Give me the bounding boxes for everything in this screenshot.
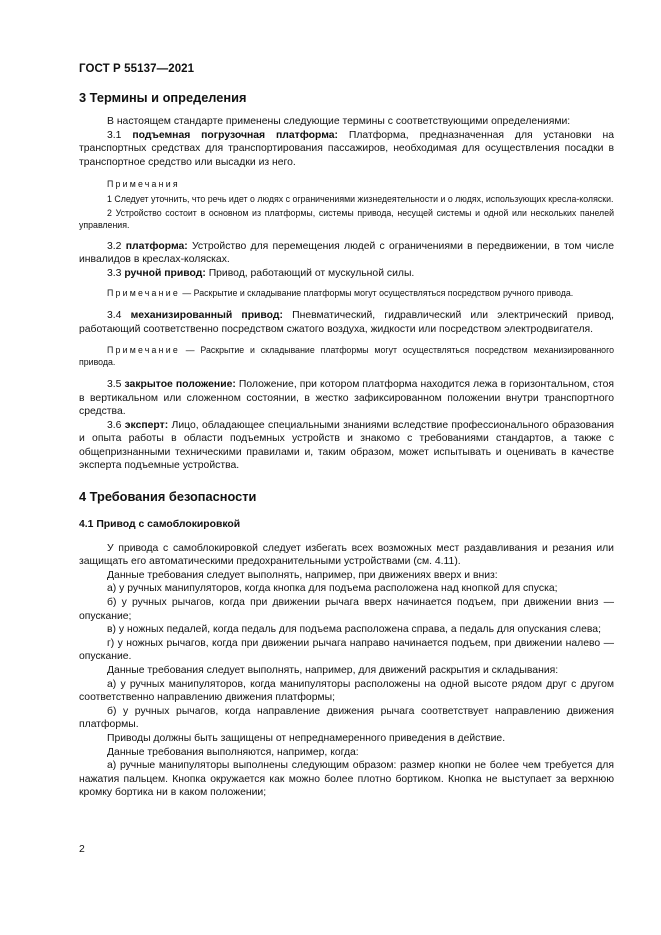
list-item: а) у ручных манипуляторов, когда манипуляторы расположены на одной высоте рядом друг с другом соответственно направлению движения платформы; bbox=[79, 678, 614, 704]
term-3-5 bbox=[79, 378, 614, 419]
term-name: подъемная погрузочная платформа: bbox=[132, 129, 339, 141]
list-item: б) у ручных рычагов, когда направление движения рычага соответствует направлению движения платформы. bbox=[79, 705, 614, 731]
list-item: б) у ручных рычагов, когда при движении рычага вверх начинается подъем, при движении вниз — опускание; bbox=[79, 597, 614, 622]
note-3-4 bbox=[79, 345, 614, 369]
paragraph: Данные требования следует выполнять, например, при движениях вверх и вниз: bbox=[107, 569, 498, 581]
term-3-4 bbox=[79, 309, 614, 336]
term-name: эксперт: bbox=[124, 419, 169, 431]
page-number: 2 bbox=[79, 844, 85, 855]
term-definition: Положение, при котором платформа находится лежа в горизонтальном, стоя в вертикальном или сложенном состоянии, в жестко зафиксированном положении внутри транспортного средства. bbox=[79, 378, 614, 418]
paragraph: У привода с самоблокировкой следует избегать всех возможных мест раздавливания и резания или защищать его автоматическими предохранительными устройствами (см. 4.11). bbox=[79, 542, 614, 568]
term-definition: Устройство для перемещения людей с ограничениями в передвижении, в том числе инвалидов в креслах-колясках. bbox=[79, 240, 614, 266]
list-item: а) у ручных манипуляторов, когда кнопка для подъема расположена над кнопкой для спуска; bbox=[107, 583, 558, 595]
term-number: 3.4 bbox=[107, 310, 122, 322]
term-name: механизированный привод: bbox=[130, 310, 283, 322]
term-number: 3.1 bbox=[107, 129, 122, 141]
term-definition: Пневматический, гидравлический или электрический привод, работающий соответственно посредством сжатого воздуха, жидкости или посредством электродвигателя. bbox=[79, 310, 614, 335]
section-3-heading: 3 Термины и определения bbox=[79, 90, 247, 105]
paragraph: Данные требования следует выполнять, например, для движений раскрытия и складывания: bbox=[107, 665, 559, 677]
list-item: в) у ножных педалей, когда педаль для подъема расположена справа, а педаль для опускания слева; bbox=[107, 624, 601, 636]
document-body bbox=[79, 90, 614, 800]
notes-label: Примечания bbox=[107, 179, 180, 190]
term-name: закрытое положение: bbox=[124, 378, 236, 390]
paragraph: Приводы должны быть защищены от непреднамеренного приведения в действие. bbox=[107, 732, 506, 744]
term-definition: Платформа, предназначенная для установки на транспортных средствах для транспортирования пассажиров, необходимая для осуществления посадки в транспортное средство или высадки из него. bbox=[79, 129, 615, 168]
term-3-6 bbox=[79, 419, 614, 473]
note-label: Примечание bbox=[107, 288, 180, 299]
term-3-2 bbox=[79, 240, 614, 267]
note-text: — Раскрытие и складывание платформы могут осуществляться посредством механизированного привода. bbox=[79, 345, 614, 368]
subsection-4-1-heading: 4.1 Привод с самоблокировкой bbox=[79, 519, 241, 531]
note-label: Примечание bbox=[107, 345, 180, 356]
term-number: 3.3 bbox=[107, 267, 122, 279]
term-number: 3.5 bbox=[107, 378, 122, 390]
term-3-1 bbox=[79, 129, 614, 170]
paragraph: Данные требования выполняются, например, когда: bbox=[107, 746, 359, 758]
document-id: ГОСТ Р 55137—2021 bbox=[79, 63, 195, 75]
list-item: г) у ножных рычагов, когда при движении рычага направо начинается подъем, при движении налево — опускание. bbox=[79, 637, 614, 663]
note-2: 2 Устройство состоит в основном из платформы, системы привода, несущей системы и одной или нескольких панелей управления. bbox=[79, 207, 614, 230]
section-3-intro: В настоящем стандарте применены следующие термины с соответствующими определениями: bbox=[107, 116, 571, 127]
term-number: 3.6 bbox=[107, 419, 122, 431]
note-text: — Раскрытие и складывание платформы могут осуществляться посредством ручного привода. bbox=[182, 288, 574, 299]
list-item: а) ручные манипуляторы выполнены следующим образом: размер кнопки не более чем требуется для нажатия пальцем. Кнопка окружается как можно более плотно бортиком. Кнопка не выступает за верхнюю кромку бортика ни в каком положении; bbox=[79, 760, 614, 799]
term-definition: Привод, работающий от мускульной силы. bbox=[208, 267, 415, 279]
term-name: платформа: bbox=[125, 240, 188, 252]
term-number: 3.2 bbox=[107, 240, 122, 252]
section-4-heading: 4 Требования безопасности bbox=[79, 489, 257, 505]
term-name: ручной привод: bbox=[124, 267, 206, 279]
note-1: 1 Следует уточнить, что речь идет о людях с ограничениями жизнедеятельности и о людях, использующих кресла-коляски. bbox=[107, 194, 614, 205]
note-3-3 bbox=[79, 288, 614, 300]
term-3-3 bbox=[79, 267, 614, 281]
term-definition: Лицо, обладающее специальными знаниями вследствие профессионального образования и опыта работы в области подъемных устройств и знакомо с требованиями стандартов, а также с общепризнанными техническими правилами и, таким образом, может испытывать и оценивать в качестве эксперта подъемные устройства. bbox=[79, 419, 615, 472]
